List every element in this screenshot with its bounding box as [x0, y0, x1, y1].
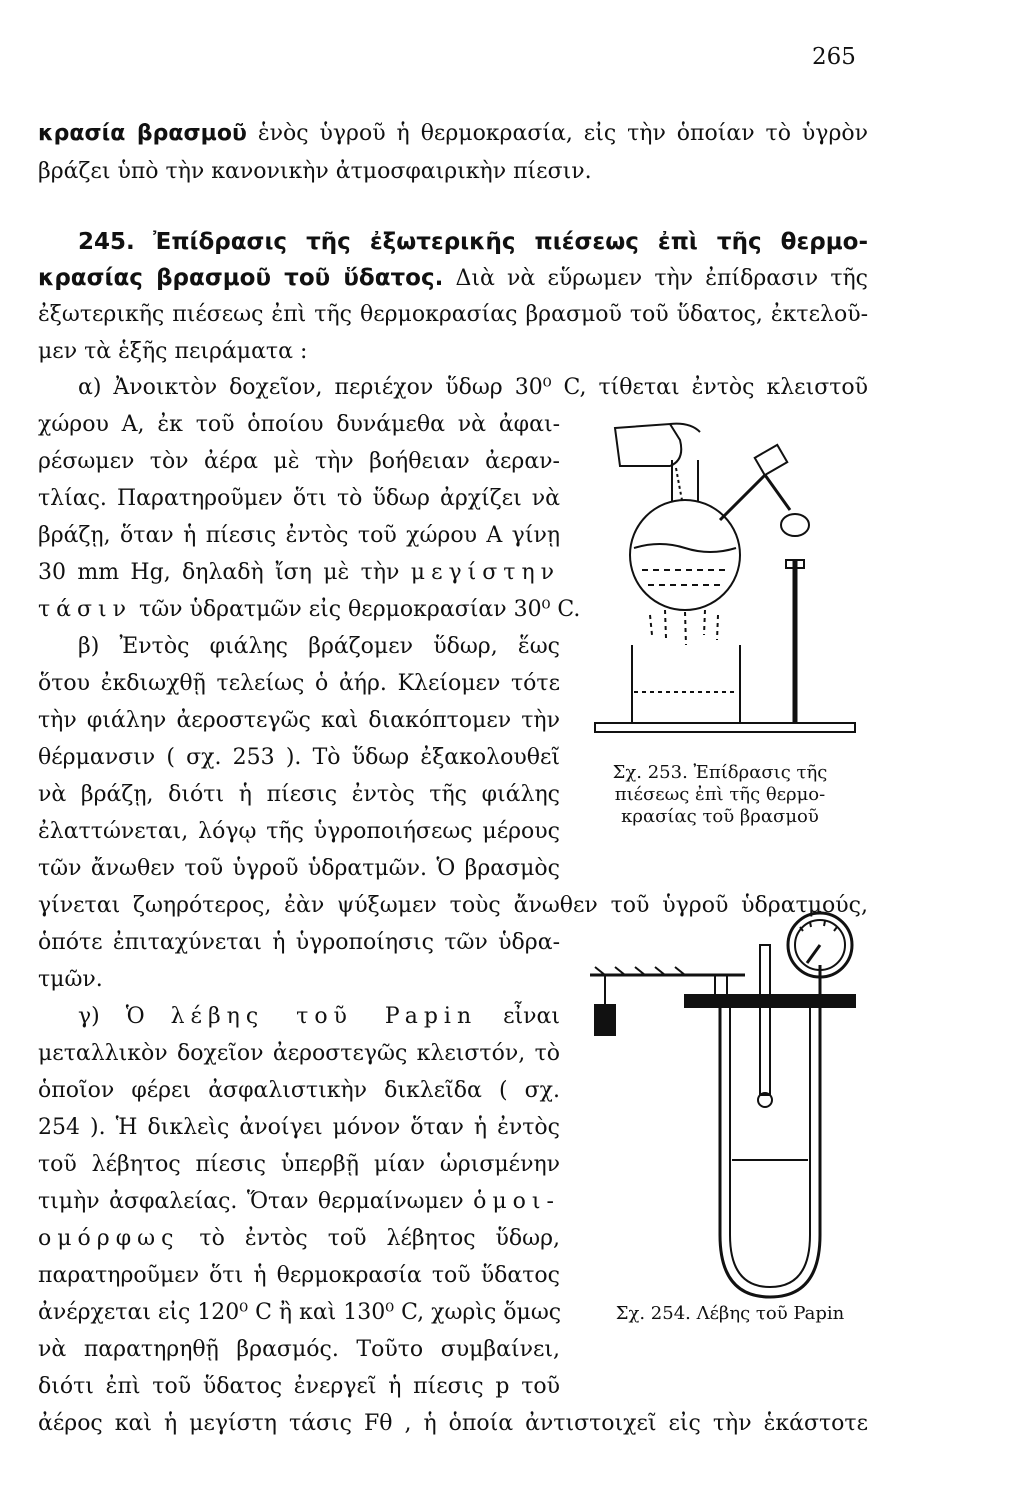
section-heading-line-2	[38, 264, 868, 293]
para-b-line-10: τμῶν.	[38, 967, 103, 992]
intro-line-1	[38, 120, 868, 148]
caption-253-line-3: κρασίας τοῦ βρασμοῦ	[621, 806, 819, 827]
para-c-line-3: ὁποῖον φέρει ἀσφαλιστικὴν δικλεῖδα ( σχ.	[38, 1078, 560, 1103]
section-heading-line-1	[38, 228, 868, 256]
intro-text: ἑνὸς ὑγροῦ ἡ θερμοκρασία, εἰς τὴν ὁποίαν τὸ ὑγρὸν	[257, 121, 869, 146]
para-a-line-5: βράζῃ, ὅταν ἡ πίεσις ἐντὸς τοῦ χώρου Α γίνῃ	[38, 523, 560, 548]
para-a-text: 30 mm Hg, δηλαδὴ ἴση μὲ τὴν	[38, 560, 400, 585]
para-c-line-7	[38, 1225, 560, 1253]
section-line-4: μεν τὰ ἑξῆς πειράματα :	[38, 339, 308, 364]
para-c-line-1	[38, 1003, 560, 1031]
figure-254-papin-digester	[585, 905, 875, 1305]
para-c-line-11: διότι ἐπὶ τοῦ ὕδατος ἐνεργεῖ ἡ πίεσις p τοῦ	[38, 1374, 560, 1399]
para-c-text: τιμὴν ἀσφαλείας. Ὅταν θερμαίνωμεν	[38, 1189, 464, 1214]
emphasis-papin: λέβης τοῦ Papin	[170, 1004, 478, 1029]
para-b-line-5: νὰ βράζῃ, διότι ἡ πίεσις ἐντὸς τῆς φιάλης	[38, 782, 560, 807]
section-title-1: Ἐπίδρασις τῆς ἐξωτερικῆς πιέσεως ἐπὶ τῆς θερμο-	[153, 229, 869, 255]
para-c-text: γ) Ὁ	[78, 1004, 145, 1029]
para-b-line-3: τὴν φιάλην ἀεροστεγῶς καὶ διακόπτομεν τὴν	[38, 708, 560, 733]
term-boiling-temperature: κρασία βρασμοῦ	[38, 121, 247, 146]
para-a-line-3: ρέσωμεν τὸν ἀέρα μὲ τὴν βοήθειαν ἀεραν-	[38, 449, 560, 474]
section-title-2: κρασίας βρασμοῦ τοῦ ὕδατος.	[38, 265, 444, 291]
para-c-line-4: 254 ). Ἡ δικλεὶς ἀνοίγει μόνον ὅταν ἡ ἐντὸς	[38, 1115, 560, 1140]
para-a-line-6	[38, 559, 560, 587]
caption-253-line-2: πιέσεως ἐπὶ τῆς θερμο-	[614, 784, 826, 805]
para-c-line-10: νὰ παρατηρηθῇ βρασμός. Τοῦτο συμβαίνει,	[38, 1337, 560, 1362]
para-b-line-9: ὁπότε ἐπιταχύνεται ἡ ὑγροποίησις τῶν ὑδρα-	[38, 930, 560, 955]
para-b-line-1: β) Ἐντὸς φιάλης βράζομεν ὕδωρ, ἕως	[78, 634, 560, 659]
para-a-line-1: α) Ἀνοικτὸν δοχεῖον, περιέχον ὕδωρ 30⁰ C, τίθεται ἐντὸς κλειστοῦ	[78, 375, 868, 400]
caption-253-line-1: Σχ. 253. Ἐπίδρασις τῆς	[612, 762, 828, 783]
para-c-line-5: τοῦ λέβητος πίεσις ὑπερβῇ μίαν ὡρισμένην	[38, 1152, 560, 1177]
para-a-line-4: τλίας. Παρατηροῦμεν ὅτι τὸ ὕδωρ ἀρχίζει νὰ	[38, 486, 560, 511]
figure-253-caption	[570, 762, 870, 828]
emphasis-uniformly-1: ὁμοι-	[473, 1189, 560, 1214]
figure-254-caption: Σχ. 254. Λέβης τοῦ Papin	[615, 1303, 845, 1324]
para-c-line-12: ἀέρος καὶ ἡ μεγίστη τάσις Fθ , ἡ ὁποία ἀντιστοιχεῖ εἰς τὴν ἑκάστοτε	[38, 1411, 868, 1436]
section-number: 245.	[78, 229, 135, 255]
para-a-line-7	[38, 596, 581, 624]
para-c-line-9: ἀνέρχεται εἰς 120⁰ C ἢ καὶ 130⁰ C, χωρὶς ὅμως	[38, 1300, 562, 1325]
section-text: Διὰ νὰ εὕρωμεν τὴν ἐπίδρασιν τῆς	[455, 266, 868, 291]
para-b-line-4: θέρμανσιν ( σχ. 253 ). Τὸ ὕδωρ ἐξακολουθεῖ	[38, 745, 560, 770]
page-number: 265	[812, 44, 856, 70]
para-b-line-2: ὅτου ἐκδιωχθῇ τελείως ὁ ἀήρ. Κλείομεν τότε	[38, 671, 560, 696]
para-c-text: τὸ ἐντὸς τοῦ λέβητος ὕδωρ,	[199, 1226, 561, 1251]
para-c-line-8: παρατηροῦμεν ὅτι ἡ θερμοκρασία τοῦ ὕδατος	[38, 1263, 560, 1288]
para-b-line-6: ἐλαττώνεται, λόγῳ τῆς ὑγροποιήσεως μέρους	[38, 819, 560, 844]
para-c-line-6	[38, 1188, 560, 1216]
emphasis-maximum: μεγίστην	[410, 560, 560, 585]
para-b-line-8: γίνεται ζωηρότερος, ἐὰν ψύξωμεν τοὺς ἄνωθεν τοῦ ὑγροῦ ὑδρατμούς,	[38, 893, 868, 918]
para-c-line-2: μεταλλικὸν δοχεῖον ἀεροστεγῶς κλειστόν, τὸ	[38, 1041, 560, 1066]
section-line-3: ἐξωτερικῆς πιέσεως ἐπὶ τῆς θερμοκρασίας βρασμοῦ τοῦ ὕδατος, ἐκτελοῦ-	[38, 302, 868, 327]
emphasis-uniformly-2: ομόρφως	[38, 1226, 180, 1251]
para-a-text: τῶν ὑδρατμῶν εἰς θερμοκρασίαν 30⁰ C.	[139, 597, 581, 622]
emphasis-tension: τάσιν	[38, 597, 133, 622]
para-b-line-7: τῶν ἄνωθεν τοῦ ὑγροῦ ὑδρατμῶν. Ὁ βρασμὸς	[38, 856, 560, 881]
para-a-line-2: χώρου Α, ἐκ τοῦ ὁποίου δυνάμεθα νὰ ἀφαι-	[38, 412, 560, 437]
para-c-text: εἶναι	[503, 1004, 561, 1029]
intro-line-2: βράζει ὑπὸ τὴν κανονικὴν ἀτμοσφαιρικὴν πίεσιν.	[38, 159, 592, 184]
figure-253-flask-illustration	[590, 420, 870, 740]
